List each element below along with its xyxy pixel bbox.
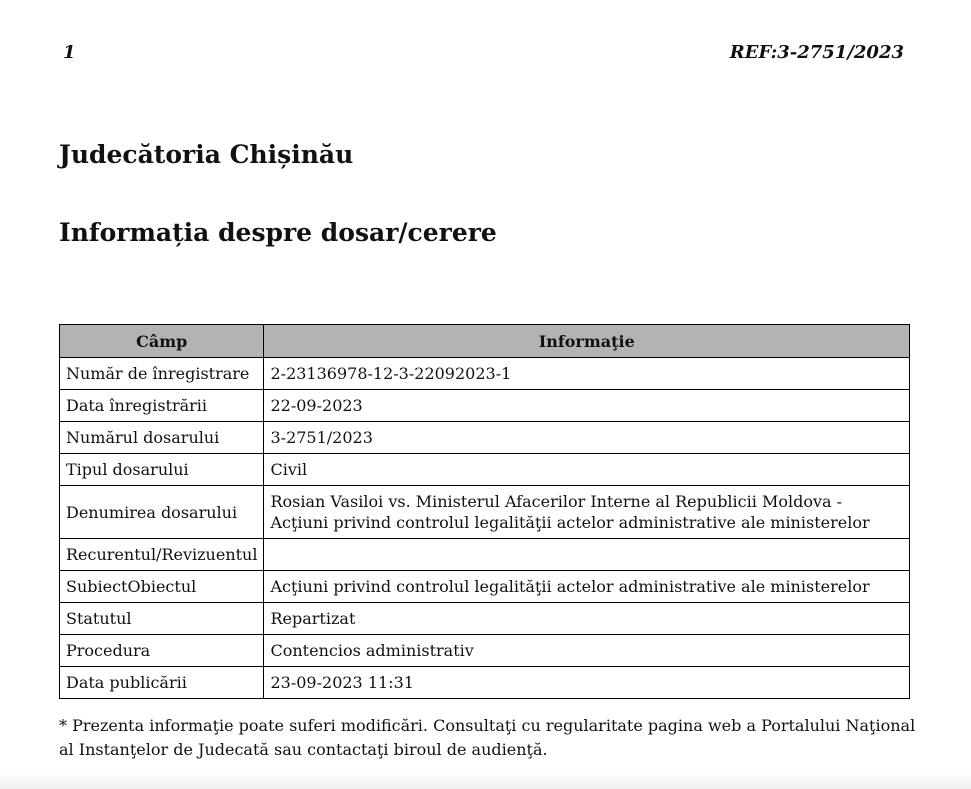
row-value: [264, 539, 910, 571]
row-field: Statutul: [60, 603, 264, 635]
row-field: Tipul dosarului: [60, 454, 264, 486]
row-field: Număr de înregistrare: [60, 358, 264, 390]
row-value: 3-2751/2023: [264, 422, 910, 454]
table-row: [60, 667, 910, 699]
court-title: Judecătoria Chișinău: [59, 140, 354, 169]
row-field: Recurentul/Revizuentul: [60, 539, 264, 571]
disclaimer-footnote: * Prezenta informaţie poate suferi modificări. Consultaţi cu regularitate pagina web a Portalului Naţional al Instanţelor de Judecată sau contactaţi biroul de audienţă.: [59, 716, 916, 759]
column-header-info: Informaţie: [264, 325, 910, 358]
table-row: [60, 454, 910, 486]
table-row: [60, 422, 910, 454]
reference-number: REF:3-2751/2023: [729, 42, 904, 63]
row-field: Numărul dosarului: [60, 422, 264, 454]
row-field: Procedura: [60, 635, 264, 667]
column-header-field: Câmp: [60, 325, 264, 358]
document-title: Informația despre dosar/cerere: [59, 218, 497, 247]
row-value: Rosian Vasiloi vs. Ministerul Afacerilor Interne al Republicii Moldova - Acţiuni privind controlul legalităţii actelor administrative ale ministerelor: [264, 486, 910, 539]
row-value: 2-23136978-12-3-22092023-1: [264, 358, 910, 390]
row-value: Civil: [264, 454, 910, 486]
table-row: [60, 358, 910, 390]
row-value: Acţiuni privind controlul legalităţii actelor administrative ale ministerelor: [264, 571, 910, 603]
row-value: Contencios administrativ: [264, 635, 910, 667]
table-row: [60, 390, 910, 422]
table-row: [60, 539, 910, 571]
row-value: 23-09-2023 11:31: [264, 667, 910, 699]
page-bottom-edge: [0, 773, 971, 789]
table-header-row: [60, 325, 910, 358]
row-value: 22-09-2023: [264, 390, 910, 422]
row-field: SubiectObiectul: [60, 571, 264, 603]
page-number: 1: [63, 42, 76, 63]
table-row: [60, 571, 910, 603]
row-field: Data publicării: [60, 667, 264, 699]
row-value: Repartizat: [264, 603, 910, 635]
row-field: Denumirea dosarului: [60, 486, 264, 539]
case-info-table: [59, 324, 910, 699]
table-row: [60, 603, 910, 635]
row-field: Data înregistrării: [60, 390, 264, 422]
table-row: [60, 486, 910, 539]
table-row: [60, 635, 910, 667]
